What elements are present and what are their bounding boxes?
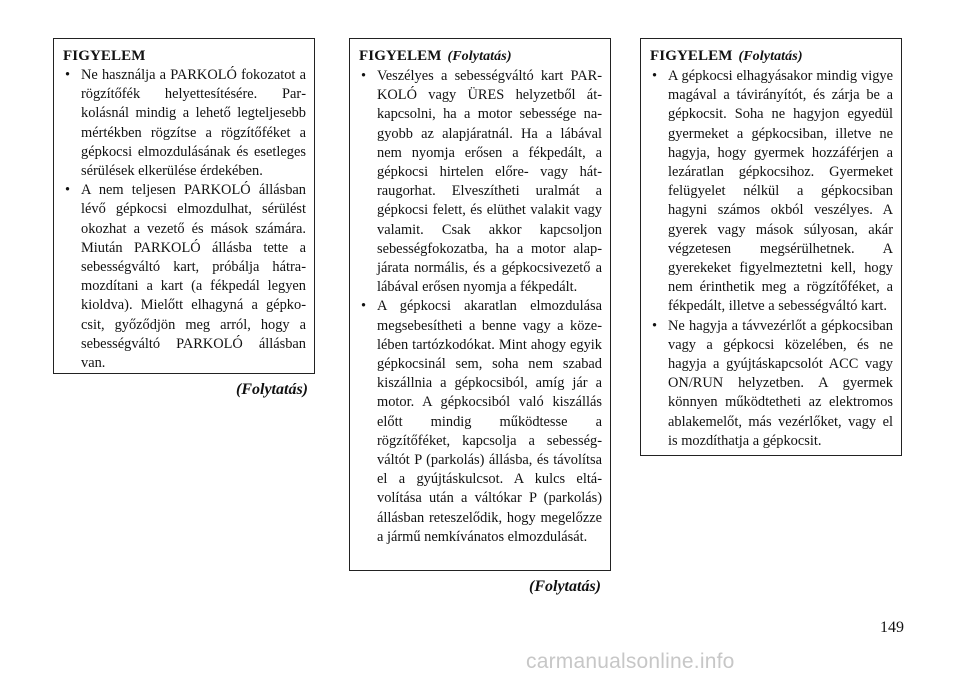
warning-item bbox=[63, 66, 306, 181]
bullet-icon: • bbox=[652, 317, 658, 334]
warning-item bbox=[650, 317, 893, 451]
warning-box-2 bbox=[349, 38, 611, 571]
warning-title-text: FIGYELEM bbox=[359, 48, 442, 64]
warning-box-3 bbox=[640, 38, 902, 456]
warning-box-1 bbox=[53, 38, 315, 374]
watermark: carmanualsonline.info bbox=[526, 650, 735, 673]
warning-item-text: A gépkocsi elhagyásakor mindig vigye magával a távirányítót, és zárja be a gépkocsit. Soha ne hagyjon egyedül gyermeket a gépkocsiban, illetve ne hagyja, hogy gyermek hozzáférjen a lezáratlan gépkocsihoz. Gyermeket felügyelet nélkül a gépkocsiban hagyni számos okból veszélyes. A gyerek vagy mások súlyosan, akár végzetesen megsérülhetnek. A gyerekeket figyelmeztetni kell, hogy nem érinthetik meg a rögzítőféket, a fékpedált, illetve a sebességváltó kart. bbox=[668, 68, 893, 315]
warning-item bbox=[63, 181, 306, 373]
warning-item-text: Ne hagyja a távvezérlőt a gépkocsiban vagy a gépkocsi közelében, és ne hagyja a gyújtáskapcsolót ACC vagy ON/RUN helyzetben. A gyermek könnyen működtetheti az elektromos ablakemelőt, más vezérlőket, vagy el is mozdíthatja a gépkocsit. bbox=[668, 317, 893, 449]
warning-title-text: FIGYELEM bbox=[650, 48, 733, 64]
bullet-icon: • bbox=[652, 68, 658, 84]
bullet-icon: • bbox=[361, 298, 367, 315]
continued-label: (Folytatás) bbox=[529, 578, 601, 595]
warning-title-text: FIGYELEM bbox=[63, 48, 146, 64]
warning-list bbox=[359, 67, 602, 547]
warning-item-text: Ne használja a PARKOLÓ fokozatot a rögzítőfék helyettesítésére. Parkolásnál mindig a lehető legteljesebb mértékben rögzítse a rögzítőféket a gépkocsi elmozdulásának és esetleges sérülések elkerülése érdekében. bbox=[81, 67, 306, 180]
warning-item-text: A gépkocsi akaratlan elmozdulása megsebesítheti a benne vagy a közelében tartózkodókat. Mint ahogy egyik gépkocsinál sem, soha nem szabad kiszállnia a gépkocsiból, amíg jár a motor. A gépkocsiból való kiszállás előtt mindig működtesse a rögzítőféket, kapcsolja a sebességváltót P (parkolás) állásba, és távolítsa el a gyújtáskulcsot. A kulcs eltávolítása után a váltókar P (parkolás) állásban reteszelődik, hogy megelőzze a jármű nemkívánatos elmozdulását. bbox=[377, 298, 602, 545]
warning-title bbox=[650, 47, 893, 66]
warning-list bbox=[63, 66, 306, 373]
warning-item bbox=[359, 297, 602, 547]
bullet-icon: • bbox=[65, 67, 71, 83]
warning-item-text: Veszélyes a sebességváltó kart PARKOLÓ vagy ÜRES helyzetből átkapcsolni, ha a motor sebessége nagyobb az alapjáratnál. Ha a lábával nem nyomja erősen a fékpedált, a gépkocsi hirtelen előre- vagy hátraugorhat. Elveszítheti uralmát a gépkocsi felett, és elüthet valakit vagy valamit. Csak akkor kapcsoljon sebességfokozatba, ha a motor alapjárata normális, és a gépkocsivezető a lábával erősen nyomja a fékpedált. bbox=[377, 68, 602, 296]
warning-item bbox=[650, 67, 893, 317]
bullet-icon: • bbox=[361, 68, 367, 84]
warning-title-continued: (Folytatás) bbox=[738, 49, 803, 64]
warning-title bbox=[63, 47, 306, 65]
bullet-icon: • bbox=[65, 182, 71, 199]
warning-title-continued: (Folytatás) bbox=[447, 49, 512, 64]
warning-title bbox=[359, 47, 602, 66]
continued-label: (Folytatás) bbox=[236, 381, 308, 398]
page-number: 149 bbox=[880, 619, 904, 636]
warning-item-text: A nem teljesen PARKOLÓ állásban lévő gépkocsi elmozdulhat, sérülést okozhat a vezető és mások számára. Miután PARKOLÓ állásba tette a sebességváltó kart, próbálja hátramozdítani a kart (a fékpedál legyen kioldva). Mielőtt elhagyná a gépkocsit, győződjön meg arról, hogy a sebességváltó PARKOLÓ állásban van. bbox=[81, 182, 306, 372]
warning-item bbox=[359, 67, 602, 297]
warning-list bbox=[650, 67, 893, 451]
